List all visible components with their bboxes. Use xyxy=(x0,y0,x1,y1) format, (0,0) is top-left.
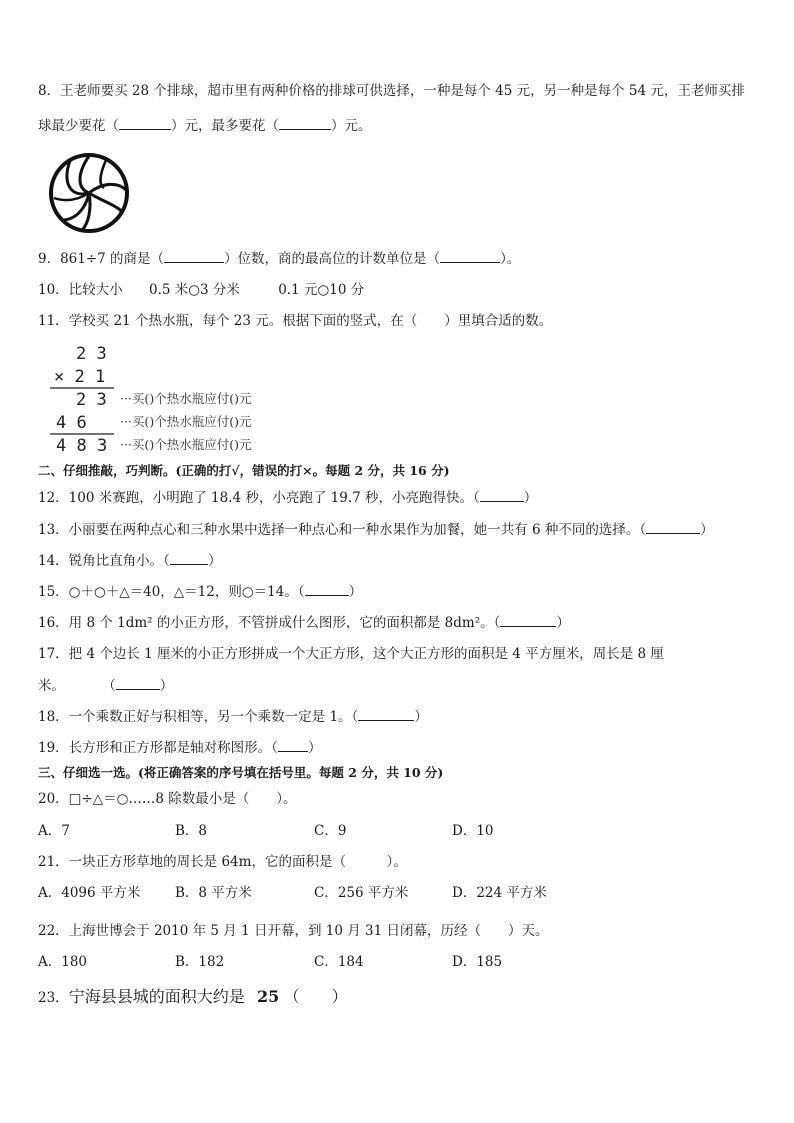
q20-option-b[interactable]: B．8 xyxy=(175,823,208,839)
question-8-line2: 球最少要花（ ）元，最多要花（ ）元。 xyxy=(38,118,372,134)
vertical-multiplication xyxy=(44,342,374,454)
volleyball-image xyxy=(48,152,130,234)
partial-product-1: 2 3 xyxy=(76,390,107,410)
answer-blank[interactable] xyxy=(480,488,524,502)
question-17-line2: 米。 （ ） xyxy=(38,678,174,694)
question-11: 11．学校买 21 个热水瓶，每个 23 元。根据下面的竖式，在（ ）里填合适的数。 xyxy=(38,313,553,329)
question-20: 20．□÷△＝○……8 除数最小是（ ）。 xyxy=(38,791,297,807)
question-18: 18．一个乘数正好与积相等，另一个乘数一定是 1。（ ） xyxy=(38,709,428,725)
answer-blank[interactable] xyxy=(358,707,414,721)
q21-option-b[interactable]: B．8 平方米 xyxy=(175,885,252,901)
answer-blank[interactable] xyxy=(278,738,308,752)
answer-blank[interactable] xyxy=(116,676,160,690)
q20-option-a[interactable]: A．7 xyxy=(38,823,70,839)
section-3-title: 三、仔细选一选。(将正确答案的序号填在括号里。每题 2 分，共 10 分) xyxy=(38,765,444,780)
svg-text:···买()个热水瓶应付()元: ···买()个热水瓶应付()元 xyxy=(120,437,252,452)
answer-blank[interactable] xyxy=(305,582,349,596)
partial-product-2: 4 6 xyxy=(56,413,87,433)
q21-option-d[interactable]: D．224 平方米 xyxy=(452,885,547,901)
q22-option-b[interactable]: B．182 xyxy=(175,954,225,970)
svg-text:···买()个热水瓶应付()元: ···买()个热水瓶应付()元 xyxy=(120,414,252,429)
question-9: 9．861÷7 的商是（ ）位数，商的最高位的计数单位是（ ）。 xyxy=(38,251,521,267)
question-15: 15．○＋○＋△＝40，△＝12，则○＝14。（ ） xyxy=(38,584,363,600)
product: 4 8 3 xyxy=(56,436,108,454)
question-22: 22．上海世博会于 2010 年 5 月 1 日开幕，到 10 月 31 日闭幕，历经（ ）天。 xyxy=(38,923,549,939)
q21-option-a[interactable]: A．4096 平方米 xyxy=(38,885,141,901)
answer-blank[interactable] xyxy=(500,613,556,627)
question-12: 12．100 米赛跑，小明跑了 18.4 秒，小亮跑了 19.7 秒，小亮跑得快。（ ） xyxy=(38,490,538,506)
answer-blank[interactable] xyxy=(164,249,224,263)
question-19: 19．长方形和正方形都是轴对称图形。（ ） xyxy=(38,740,322,756)
q22-option-d[interactable]: D．185 xyxy=(452,954,503,970)
q22-option-c[interactable]: C．184 xyxy=(314,954,364,970)
q21-option-c[interactable]: C．256 平方米 xyxy=(314,885,409,901)
q22-option-a[interactable]: A．180 xyxy=(38,954,88,970)
section-2-title: 二、仔细推敲，巧判断。(正确的打√，错误的打×。每题 2 分，共 16 分) xyxy=(38,463,450,478)
q20-option-c[interactable]: C．9 xyxy=(314,823,347,839)
question-13: 13．小丽要在两种点心和三种水果中选择一种点心和一种水果作为加餐，她一共有 6 种不同的选择。（ ） xyxy=(38,522,714,538)
multiplicand: 2 3 xyxy=(76,344,107,364)
question-23: 23．宁海县县城的面积大约是 25 （ ） xyxy=(38,987,348,1006)
svg-text:···买()个热水瓶应付()元: ···买()个热水瓶应付()元 xyxy=(120,391,252,406)
question-8-line1: 8．王老师要买 28 个排球，超市里有两种价格的排球可供选择，一种是每个 45 元，另一种是每个 54 元，王老师买排 xyxy=(38,83,745,99)
answer-blank[interactable] xyxy=(440,249,500,263)
q20-option-d[interactable]: D．10 xyxy=(452,823,494,839)
question-10: 10．比较大小 0.5 米○3 分米 0.1 元○10 分 xyxy=(38,282,365,298)
answer-blank[interactable] xyxy=(119,116,171,130)
question-21: 21．一块正方形草地的周长是 64m，它的面积是（ ）。 xyxy=(38,854,407,870)
question-16: 16．用 8 个 1dm² 的小正方形，不管拼成什么图形，它的面积都是 8dm²。（ ） xyxy=(38,615,570,631)
multiplier: × 2 1 xyxy=(54,367,106,387)
answer-blank[interactable] xyxy=(170,551,208,565)
answer-blank[interactable] xyxy=(646,520,700,534)
question-14: 14．锐角比直角小。（ ） xyxy=(38,553,222,569)
answer-blank[interactable] xyxy=(279,116,331,130)
question-17-line1: 17．把 4 个边长 1 厘米的小正方形拼成一个大正方形，这个大正方形的面积是 4 平方厘米，周长是 8 厘 xyxy=(38,646,664,662)
